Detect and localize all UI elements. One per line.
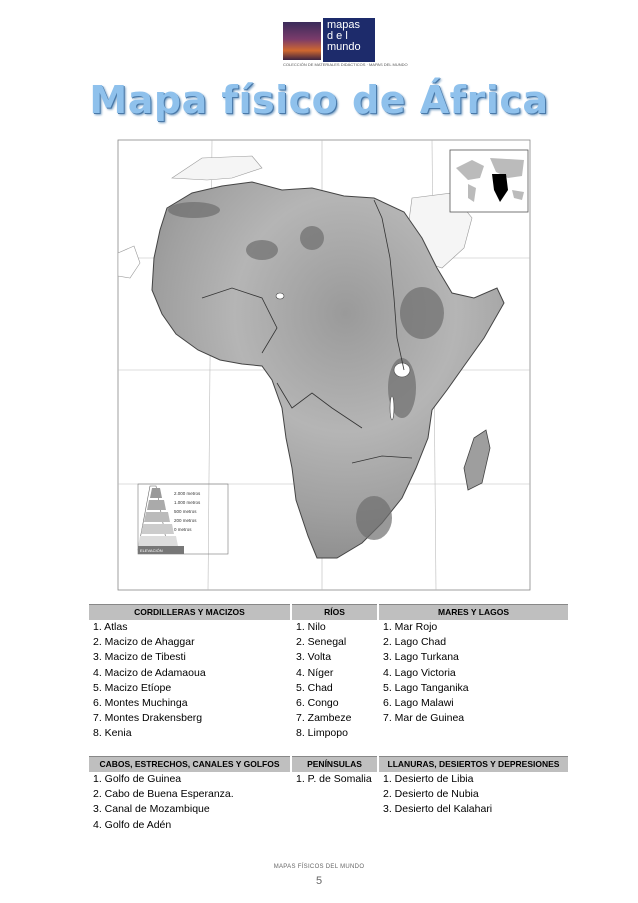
list-item: 2. Cabo de Buena Esperanza. <box>93 788 234 801</box>
legend-level: 1.000 metros <box>174 500 201 505</box>
page-title: Mapa físico de África <box>89 78 549 122</box>
inset-box <box>450 150 528 212</box>
list-item: 8. Kenia <box>93 727 132 740</box>
africa-physical-map <box>112 138 542 594</box>
header-rios: RÍOS <box>292 604 377 620</box>
list-item: 7. Montes Drakensberg <box>93 712 203 725</box>
list-item: 5. Chad <box>296 681 333 694</box>
list-item: 6. Lago Malawi <box>383 697 454 710</box>
list-item: 7. Mar de Guinea <box>383 712 465 725</box>
list-item: 2. Macizo de Ahaggar <box>93 636 195 649</box>
header-cordilleras: CORDILLERAS Y MACIZOS <box>89 604 290 620</box>
list-item: 8. Limpopo <box>296 727 348 740</box>
legend-level: 500 metros <box>174 509 197 514</box>
list-item: 4. Golfo de Adén <box>93 818 172 831</box>
list-item: 1. Desierto de Libia <box>383 773 474 785</box>
list-item: 7. Zambeze <box>296 712 352 725</box>
list-item: 6. Montes Muchinga <box>93 697 188 710</box>
logo-subtitle: COLECCIÓN DE MATERIALES DIDÁCTICOS · MAPAS DEL MUNDO <box>283 62 408 67</box>
list-peninsulas <box>296 772 372 787</box>
page-number: 5 <box>315 875 323 887</box>
list-item: 6. Congo <box>296 697 339 710</box>
logo-line: mundo <box>327 41 361 53</box>
logo-line: d e l <box>327 30 348 42</box>
legend-level: 0 metros <box>174 527 192 532</box>
list-item: 4. Lago Victoria <box>383 666 456 679</box>
header-cabos: CABOS, ESTRECHOS, CANALES Y GOLFOS <box>89 756 290 772</box>
list-cordilleras <box>93 620 206 742</box>
list-cabos <box>93 772 234 833</box>
list-item: 3. Desierto del Kalahari <box>383 803 493 816</box>
list-item: 2. Senegal <box>296 636 347 649</box>
header-mares: MARES Y LAGOS <box>379 604 568 620</box>
logo-text <box>323 18 375 62</box>
list-item: 1. Golfo de Guinea <box>93 773 182 785</box>
list-item: 3. Volta <box>296 651 332 664</box>
list-item: 1. Atlas <box>93 621 128 633</box>
list-item: 5. Lago Tanganika <box>383 681 469 694</box>
list-item: 1. Mar Rojo <box>383 621 438 633</box>
list-item: 4. Macizo de Adamaoua <box>93 666 206 679</box>
header-peninsulas: PENÍNSULAS <box>292 756 377 772</box>
list-item: 2. Desierto de Nubia <box>383 788 479 801</box>
logo-line: mapas <box>327 19 361 31</box>
list-rios <box>296 620 351 742</box>
header-llanuras: LLANURAS, DESIERTOS Y DEPRESIONES <box>379 756 568 772</box>
legend-level: 2.000 metros <box>174 491 201 496</box>
legend-level: 200 metros <box>174 518 197 523</box>
list-item: 1. Nilo <box>296 621 326 633</box>
list-mares <box>383 620 469 726</box>
list-item: 4. Níger <box>296 666 334 679</box>
list-item: 3. Macizo de Tibesti <box>93 651 186 664</box>
list-llanuras <box>383 772 492 818</box>
logo-image <box>283 22 321 60</box>
legend-label: ELEVACIÓN <box>140 548 163 553</box>
list-item: 5. Macizo Etíope <box>93 681 172 694</box>
footer-text: MAPAS FÍSICOS DEL MUNDO <box>273 864 365 870</box>
list-item: 3. Canal de Mozambique <box>93 803 210 816</box>
list-item: 3. Lago Turkana <box>383 651 459 664</box>
list-item: 2. Lago Chad <box>383 636 447 649</box>
list-item: 1. P. de Somalia <box>296 773 372 785</box>
logo <box>283 18 408 68</box>
